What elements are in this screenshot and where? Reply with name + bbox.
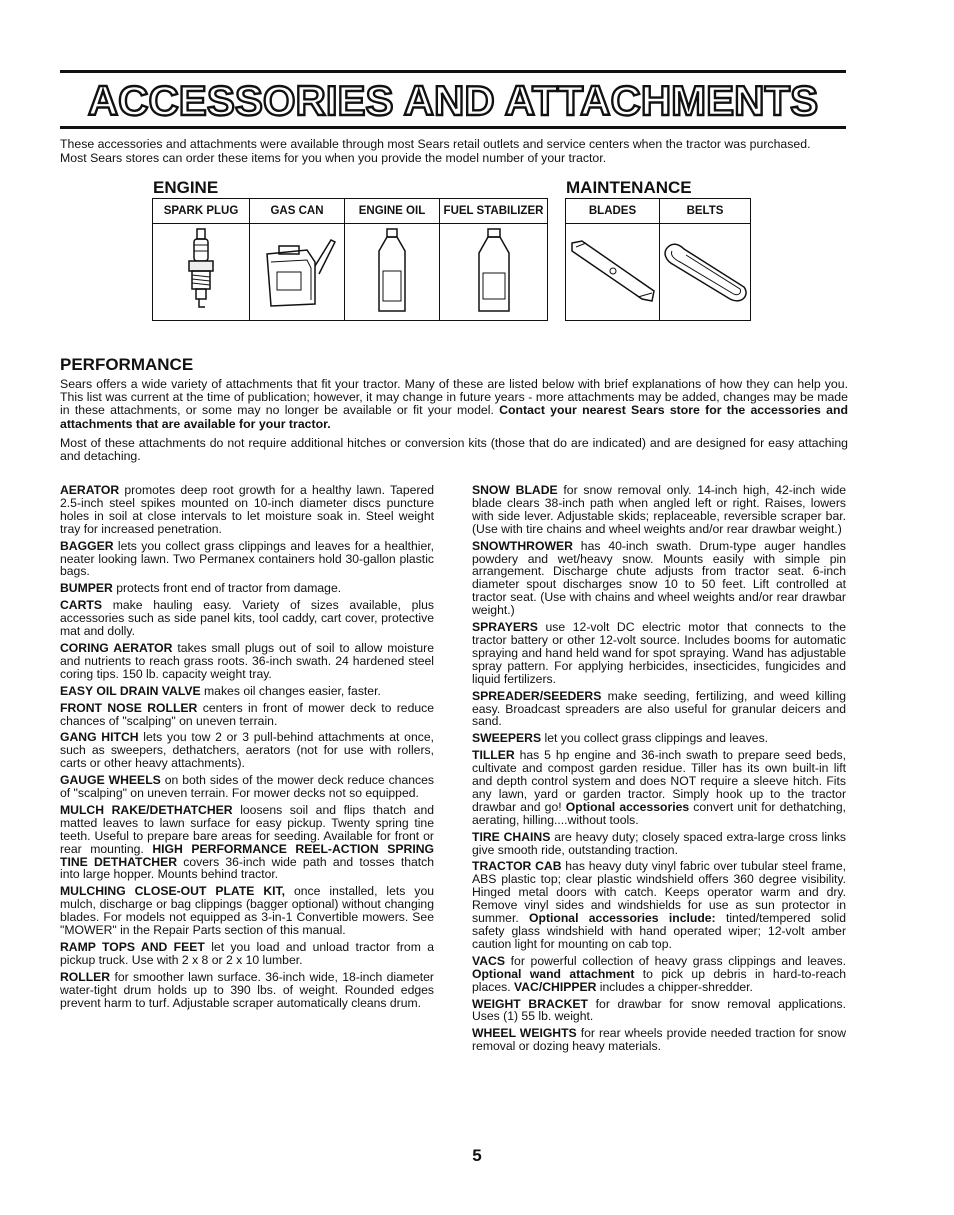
item-term: VACS — [472, 953, 505, 968]
item-text: has 5 hp engine and 36-inch swath to prepare seed beds, cultivate and compost garden residue. Tiller has its own built-in lift and depth control system and does NOT require a sleeve hitch. Fits any lawn, yard or garden tractor. Simply hook up to the tractor drawbar and go! — [472, 748, 846, 814]
maintenance-col-blades: BLADES — [566, 199, 660, 224]
engine-col-engine-oil: ENGINE OIL — [345, 199, 440, 224]
maintenance-col-belts: BELTS — [660, 199, 751, 224]
fuel-stabilizer-icon — [469, 227, 519, 317]
item-text: takes small plugs out of soil to allow moisture and nutrients to reach grass roots. 36-inch swath. 24 hardened steel coring tips. 150 lb. capacity weight tray. — [60, 640, 435, 681]
item-text: lets you tow 2 or 3 pull-behind attachments at once, such as sweepers, dethatchers, aerators (not for use with rollers, carts or other heavy attachments). — [60, 730, 434, 771]
blades-cell — [566, 224, 660, 321]
item-term: GAUGE WHEELS — [60, 773, 161, 788]
item-vacs — [472, 955, 846, 994]
intro-line-1: These accessories and attachments were available through most Sears retail outlets and service centers when the tractor was purchased. — [60, 137, 811, 151]
performance-intro — [60, 378, 848, 469]
item-text-2: covers 36-inch wide path and tosses thatch into large hopper. Mounts behind tractor. — [60, 854, 435, 882]
item-text-2: convert unit for dethatching, aerating, hilling....without tools. — [472, 799, 846, 827]
performance-contact-note: Contact your nearest Sears store for the accessories and attachments that are available for your tractor. — [60, 403, 848, 431]
item-term: CARTS — [60, 598, 102, 613]
item-term-2: HIGH PERFORMANCE REEL-ACTION SPRING TINE DETHATCHER — [60, 841, 434, 869]
item-term: BAGGER — [60, 538, 114, 553]
item-term: MULCH RAKE/DETHATCHER — [60, 802, 233, 817]
intro-text — [60, 137, 850, 165]
item-term: SPRAYERS — [472, 620, 538, 635]
item-snow-blade — [472, 484, 846, 536]
item-term: ROLLER — [60, 969, 111, 984]
blade-icon — [568, 237, 658, 307]
fuel-stabilizer-cell — [440, 224, 548, 321]
item-text: use 12-volt DC electric motor that connects to the tractor battery or other 12-volt source. Includes booms for automatic spraying and hand held wand for spot spraying. Wand has adjustable spray pattern. For applying herbicides, insecticides, fungicides and liquid fertilizers. — [472, 620, 846, 686]
item-term: CORING AERATOR — [60, 640, 173, 655]
page-title: ACCESSORIES AND ATTACHMENTS — [87, 77, 819, 124]
item-text: lets you collect grass clippings and leaves for a healthier, neater looking lawn. Two Permanex containers hold 30-gallon plastic bags. — [60, 538, 435, 579]
item-text-3: includes a chipper-shredder. — [599, 979, 753, 994]
item-term: AERATOR — [60, 483, 120, 497]
item-text: for snow removal only. 14-inch high, 42-inch wide blade clears 38-inch path when angled left or right. Raises, lowers with side lever. Adjustable skids; replaceable, reversible scraper bar. (Use with tire chains and wheel weights and/or rear drawbar weight.) — [472, 483, 847, 536]
item-roller — [60, 971, 434, 1010]
engine-oil-cell — [345, 224, 440, 321]
engine-col-fuel-stabilizer: FUEL STABILIZER — [440, 199, 548, 224]
item-text: on both sides of the mower deck reduce chances of "scalping" on uneven terrain. For mower decks not so equipped. — [60, 773, 434, 801]
item-sweepers — [472, 732, 846, 745]
item-term: TRACTOR CAB — [472, 859, 562, 874]
maintenance-heading: MAINTENANCE — [566, 178, 692, 197]
top-rule — [60, 70, 846, 73]
item-text: for smoother lawn surface. 36-inch wide, 18-inch diameter water-tight drum holds up to 390 lbs. of weight. Rounded edges prevent harm to turf. Adjustable scraper automatically cleans drum. — [60, 969, 434, 1010]
item-snowthrower — [472, 540, 846, 617]
right-column — [472, 484, 846, 1057]
item-ramp-tops-and-feet — [60, 941, 434, 967]
spark-plug-icon — [181, 227, 221, 317]
intro-line-2: Most Sears stores can order these items for you when you provide the model number of your tractor. — [60, 151, 607, 165]
title-rule — [60, 126, 846, 129]
item-term: EASY OIL DRAIN VALVE — [60, 683, 201, 698]
performance-paragraph-1-text: Sears offers a wide variety of attachments that fit your tractor. Many of these are listed below with brief explanations of how they can help you. This list was current at the time of publication; however, it may change in future years - more attachments may be added, changes may be made in these attachments, or some may no longer be available or fit your model. — [60, 377, 848, 418]
item-front-nose-roller — [60, 702, 434, 728]
item-term: WEIGHT BRACKET — [472, 996, 588, 1011]
page-number: 5 — [472, 1146, 482, 1165]
item-text: for powerful collection of heavy grass clippings and leaves. — [510, 953, 846, 968]
item-term: FRONT NOSE ROLLER — [60, 700, 198, 715]
item-text: loosens soil and flips thatch and matted leaves to lawn surface for easy pickup. Twenty spring tine teeth. Useful to prepare bare areas for seeding. Available for front or rear mounting. — [60, 802, 435, 856]
item-term: RAMP TOPS AND FEET — [60, 940, 205, 954]
performance-paragraph-1 — [60, 378, 848, 431]
performance-paragraph-2: Most of these attachments do not require additional hitches or conversion kits (those that do are indicated) and are designed for easy attaching and detaching. — [60, 435, 848, 464]
item-gauge-wheels — [60, 774, 434, 800]
item-text: for rear wheels provide needed traction for snow removal or dozing heavy materials. — [472, 1026, 846, 1054]
item-text: for drawbar for snow removal applications. Uses (1) 55 lb. weight. — [472, 996, 847, 1024]
engine-col-gas-can: GAS CAN — [250, 199, 345, 224]
item-weight-bracket — [472, 998, 846, 1024]
item-term: GANG HITCH — [60, 730, 139, 745]
item-mulching-close-out-plate-kit — [60, 885, 434, 937]
item-text-2: to pick up debris in hard-to-reach places. — [472, 966, 847, 994]
item-carts — [60, 599, 434, 638]
item-text: makes oil changes easier, faster. — [204, 683, 381, 698]
item-term-2: Optional accessories include: — [529, 911, 716, 926]
left-column — [60, 484, 434, 1014]
item-text: make hauling easy. Variety of sizes available, plus accessories such as side panel kits, tool caddy, cart cover, protective mat and dolly. — [60, 598, 434, 639]
performance-heading: PERFORMANCE — [60, 355, 194, 374]
engine-oil-icon — [367, 227, 417, 317]
item-easy-oil-drain-valve — [60, 685, 434, 698]
item-tire-chains — [472, 831, 846, 857]
item-term: TILLER — [472, 748, 515, 763]
item-bumper — [60, 582, 434, 595]
item-text: has heavy duty vinyl fabric over tubular steel frame, ABS plastic top; clear plastic windshield offers 360 degree visibility. Hinged metal doors with catch. Keeps operator warm and dry. Remove vinyl sides and windshields for use as sun protector in summer. — [472, 859, 846, 926]
item-term-2: Optional wand attachment — [472, 966, 635, 981]
engine-col-spark-plug: SPARK PLUG — [153, 199, 250, 224]
item-spreader-seeders — [472, 690, 846, 729]
item-bagger — [60, 540, 434, 579]
spark-plug-cell — [153, 224, 250, 321]
engine-table — [152, 198, 548, 321]
item-text: let you collect grass clippings and leaves. — [544, 731, 769, 746]
item-text: make seeding, fertilizing, and weed killing easy. Broadcast spreaders are also useful for granular deicers and sand. — [472, 688, 846, 729]
belt-icon — [660, 237, 750, 307]
engine-heading: ENGINE — [153, 178, 219, 197]
item-text: protects front end of tractor from damage. — [116, 581, 342, 596]
item-tractor-cab — [472, 860, 846, 950]
item-mulch-rake-dethatcher — [60, 804, 434, 881]
item-text-2: tinted/tempered solid safety glass windshield with hand operated wiper; 12-volt amber caution light for mounting on cab top. — [472, 911, 847, 951]
item-text: are heavy duty; closely spaced extra-large cross links give smooth ride, outstanding traction. — [472, 829, 847, 857]
item-term: TIRE CHAINS — [472, 829, 551, 844]
item-text: once installed, lets you mulch, discharge or bag clippings (bagger optional) without changing blades. For models not equipped as 3-in-1 Convertible mowers. See "MOWER" in the Repair Parts section of this manual. — [60, 884, 434, 938]
gas-can-cell — [250, 224, 345, 321]
item-sprayers — [472, 621, 846, 686]
item-text: centers in front of mower deck to reduce chances of "scalping" on uneven terrain. — [60, 700, 435, 728]
item-gang-hitch — [60, 731, 434, 770]
item-term: SPREADER/SEEDERS — [472, 688, 602, 703]
item-term: MULCHING CLOSE-OUT PLATE KIT, — [60, 884, 286, 899]
item-aerator — [60, 484, 434, 536]
item-term: BUMPER — [60, 581, 113, 596]
item-wheel-weights — [472, 1027, 846, 1053]
item-term-2: Optional accessories — [565, 799, 690, 814]
item-term: WHEEL WEIGHTS — [472, 1026, 577, 1041]
item-text: has 40-inch swath. Drum-type auger handles powdery and wet/heavy snow. Mounts easily with simple pin arrangement. Discharge chute adjusts from tractor seat. 6-inch diameter spout discharges snow 10 to 50 feet. Lift controlled at tractor seat. (Use with chains and wheel weights and/or rear drawbar weight.) — [472, 538, 846, 618]
item-term: SNOW BLADE — [472, 483, 558, 497]
item-text: promotes deep root growth for a healthy lawn. Tapered 2.5-inch steel spikes mounted on 10-inch diameter discs puncture holes in soil at close intervals to let moisture soak in. Steel weight tray for increased penetration. — [60, 483, 434, 536]
item-text: let you load and unload tractor from a pickup truck. Use with 2 x 8 or 2 x 10 lumber. — [60, 940, 434, 967]
item-term: SWEEPERS — [472, 731, 542, 746]
item-coring-aerator — [60, 642, 434, 681]
item-tiller — [472, 749, 846, 826]
item-term: SNOWTHROWER — [472, 538, 573, 553]
maintenance-table — [565, 198, 751, 321]
gas-can-icon — [257, 232, 337, 312]
belts-cell — [660, 224, 751, 321]
item-term-3: VAC/CHIPPER — [514, 979, 597, 994]
